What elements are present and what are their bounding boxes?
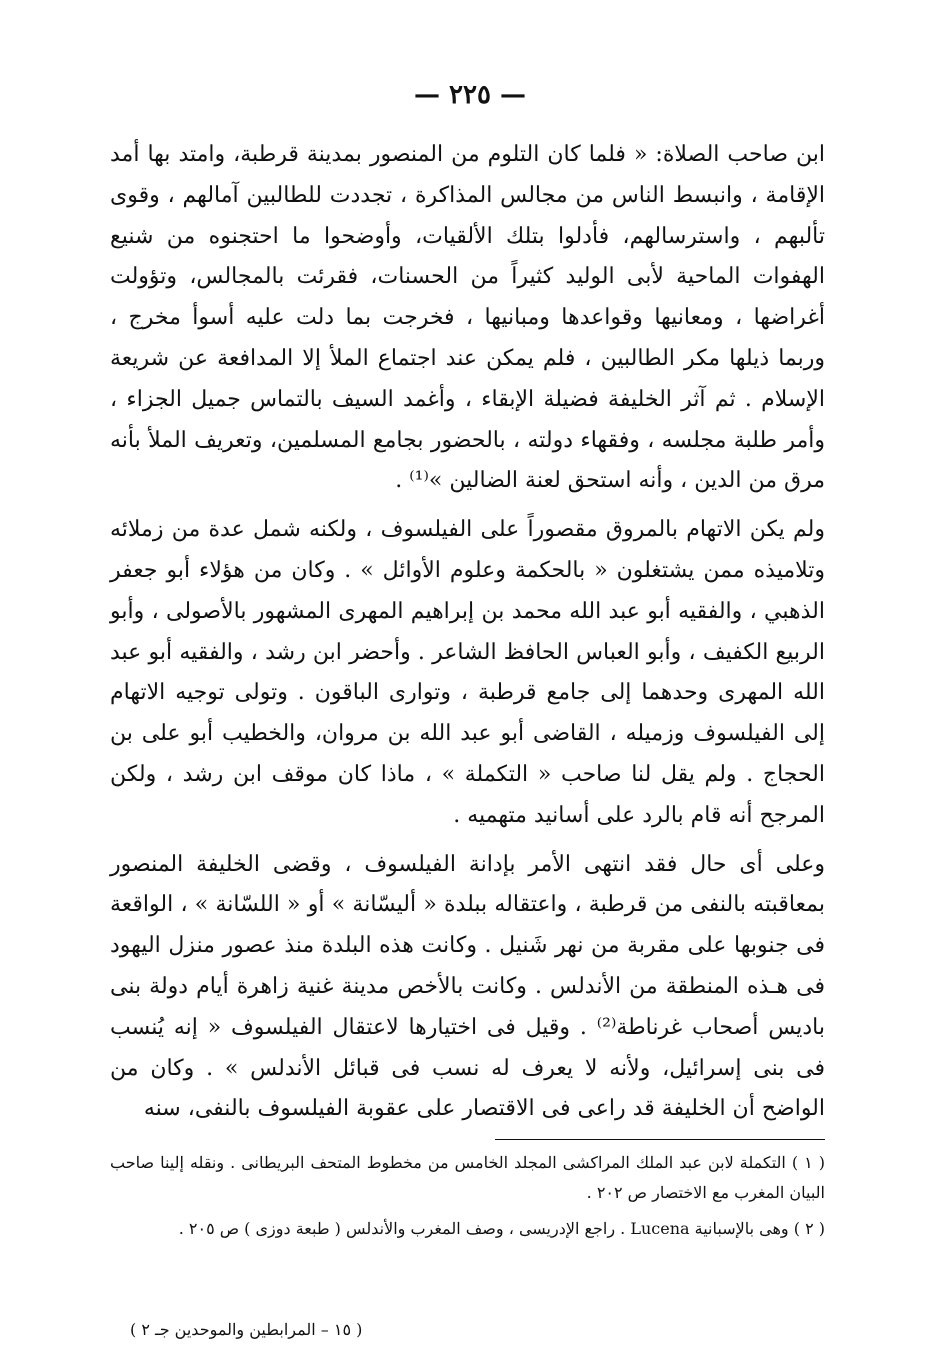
body-text (110, 135, 825, 1138)
page-number: — ٢٢٥ — (413, 80, 527, 110)
printer-signature: ( ١٥ – المرابطين والموحدين جـ ٢ ) (130, 1320, 363, 1339)
paragraph-3: وعلى أى حال فقد انتهى الأمر بإدانة الفيلسوف ، وقضى الخليفة المنصور بمعاقبته بالنفى من قرطبة ، واعتقاله ببلدة « أليسّانة » أو « اللسّانة » ، الواقعة فى جنوبها على مقربة من نهر شَنيل . وكانت هذه البلدة منذ عصور منزل اليهود فى هـذه المنطقة من الأندلس . وكانت بالأخص مدينة غنية زاهرة أيام دولة بنى باديس أصحاب غرناطة⁽²⁾ . وقيل فى اختيارها لاعتقال الفيلسوف « إنه يُنسب فى بنى إسرائيل، ولأنه لا يعرف له نسب فى قبائل الأندلس » . وكان من الواضح أن الخليفة قد راعى فى الاقتصار على عقوبة الفيلسوف بالنفى، سنه (110, 851, 825, 1122)
footnote-2: ( ٢ ) وهى بالإسبانية Lucena . راجع الإدريسى ، وصف المغرب والأندلس ( طبعة دوزى ) ص ٢٠٥ . (178, 1219, 825, 1238)
paragraph-1: ابن صاحب الصلاة: « فلما كان التلوم من المنصور بمدينة قرطبة، وامتد بها أمد الإقامة ، وانبسط الناس من مجالس المذاكرة ، تجددت للطالبين آمالهم ، وقوى تألبهم ، واسترسالهم، فأدلوا بتلك الألقيات، وأوضحوا ما احتجنوه من شنيع الهفوات الماحية لأبى الوليد كثيراً من الحسنات، فقرئت بالمجالس، وتؤولت أغراضها ، ومعانيها وقواعدها ومبانيها ، فخرجت بما دلت عليه أسوأ مخرج ، وربما ذيلها مكر الطالبين ، فلم يمكن عند اجتماع الملأ إلا المدافعة عن شريعة الإسلام . ثم آثر الخليفة فضيلة الإبقاء ، وأغمد السيف بالتماس جميل الجزاء ، وأمر طلبة مجلسه ، وفقهاء دولته ، بالحضور بجامع المسلمين، وتعريف الملأ بأنه مرق من الدين ، وأنه استحق لعنة الضالين »⁽¹⁾ . (110, 142, 825, 494)
footnotes (110, 1148, 825, 1250)
footnote-divider (495, 1139, 825, 1140)
footnote-1: ( ١ ) التكملة لابن عبد الملك المراكشى المجلد الخامس من مخطوط المتحف البريطانى . ونقله إلينا صاحب البيان المغرب مع الاختصار ص ٢٠٢ . (110, 1153, 825, 1202)
paragraph-2: ولم يكن الاتهام بالمروق مقصوراً على الفيلسوف ، ولكنه شمل عدة من زملائه وتلاميذه ممن يشتغلون « بالحكمة وعلوم الأوائل » . وكان من هؤلاء أبو جعفر الذهبي ، والفقيه أبو عبد الله محمد بن إبراهيم المهرى المشهور بالأصولى ، وأبو الربيع الكفيف ، وأبو العباس الحافظ الشاعر . وأحضر ابن رشد ، والفقيه أبو عبد الله المهرى وحدهما إلى جامع قرطبة ، وتوارى الباقون . وتولى توجيه الاتهام إلى الفيلسوف وزميله ، القاضى أبو عبد الله بن مروان، والخطيب أبو على بن الحجاج . ولم يقل لنا صاحب « التكملة » ، ماذا كان موقف ابن رشد ، ولكن المرجح أنه قام بالرد على أسانيد متهميه . (110, 517, 825, 828)
